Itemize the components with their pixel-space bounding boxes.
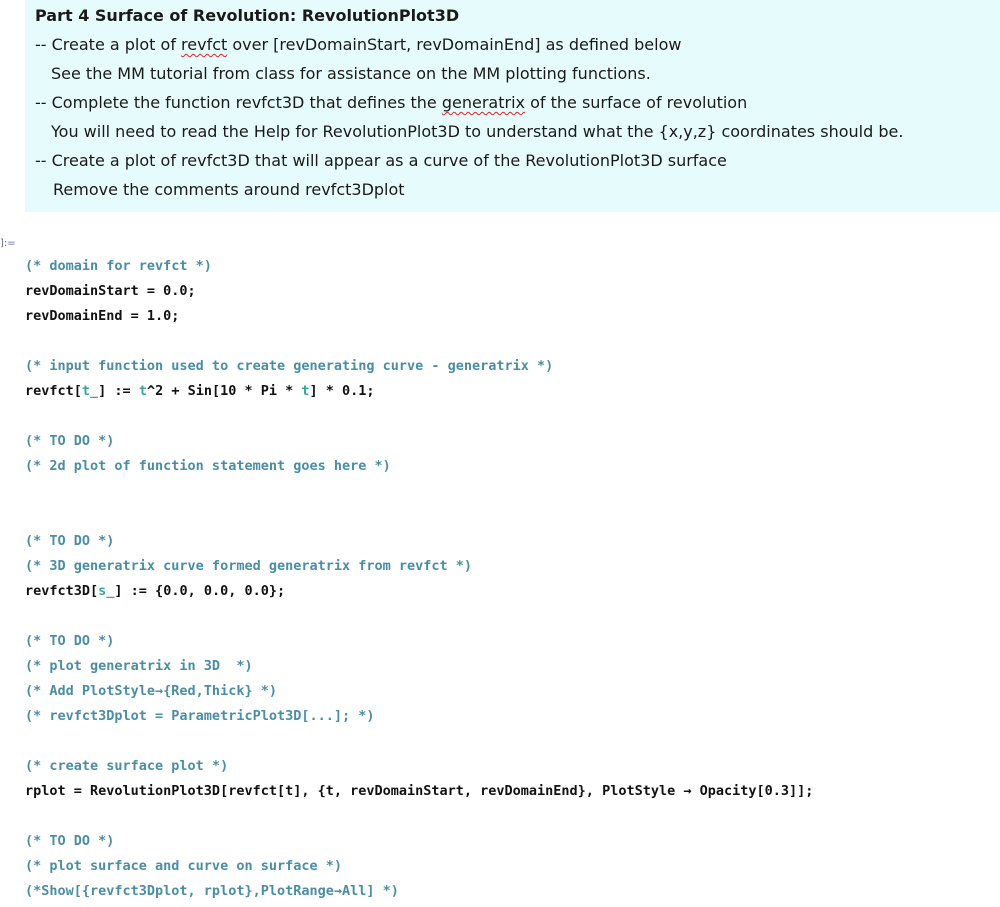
code-comment: (* plot surface and curve on surface *) — [25, 858, 342, 874]
instruction-line: See the MM tutorial from class for assistance on the MM plotting functions. — [51, 64, 651, 83]
instruction-line — [35, 88, 1000, 117]
code-comment: (* TO DO *) — [25, 833, 115, 849]
code-line: revDomainEnd = 1.0; — [25, 308, 180, 324]
code-token: ^2 + Sin[10 * Pi * — [146, 383, 302, 399]
pattern-token: t_ — [81, 383, 99, 399]
code-line — [25, 379, 1000, 404]
pattern-token: t — [138, 383, 147, 399]
code-comment: (* input function used to create generating curve - generatrix *) — [25, 358, 554, 374]
code-line — [25, 579, 1000, 604]
code-comment: (* TO DO *) — [25, 533, 115, 549]
code-token: ] * 0.1; — [309, 383, 375, 399]
code-comment: (* create surface plot *) — [25, 758, 229, 774]
spellcheck-word: generatrix — [441, 93, 525, 112]
instruction-text: -- Complete the function revfct3D that defines the — [35, 93, 442, 112]
code-comment: (* revfct3Dplot = ParametricPlot3D[...]; *) — [25, 708, 375, 724]
instruction-line: Remove the comments around revfct3Dplot — [53, 180, 405, 199]
pattern-token: s_ — [98, 583, 115, 599]
code-comment: (* TO DO *) — [25, 633, 115, 649]
spellcheck-word: revfct — [181, 35, 228, 54]
input-cell-label: ]:= — [0, 238, 16, 249]
instruction-line — [35, 30, 1000, 59]
pattern-token: t — [301, 383, 310, 399]
code-token: revfct[ — [25, 383, 82, 399]
instruction-text: over [revDomainStart, revDomainEnd] as defined below — [227, 35, 682, 54]
code-comment: (* 2d plot of function statement goes here *) — [25, 458, 391, 474]
code-token: ] := — [98, 383, 139, 399]
code-comment: (* Add PlotStyle→{Red,Thick} *) — [25, 683, 277, 699]
instruction-text: of the surface of revolution — [525, 93, 748, 112]
code-comment: (* plot generatrix in 3D *) — [25, 658, 253, 674]
instructions-text-cell[interactable] — [25, 0, 1000, 212]
instruction-line: You will need to read the Help for RevolutionPlot3D to understand what the {x,y,z} coordinates should be. — [51, 122, 904, 141]
code-line: rplot = RevolutionPlot3D[revfct[t], {t, revDomainStart, revDomainEnd}, PlotStyle → Opacity[0.3]]; — [25, 783, 814, 799]
instruction-line: -- Create a plot of revfct3D that will appear as a curve of the RevolutionPlot3D surface — [35, 151, 727, 170]
code-comment: (* TO DO *) — [25, 433, 115, 449]
code-token: revfct3D[ — [25, 583, 99, 599]
code-comment: (* domain for revfct *) — [25, 258, 212, 274]
instruction-text: -- Create a plot of — [35, 35, 182, 54]
code-comment: (*Show[{revfct3Dplot, rplot},PlotRange→All] *) — [25, 883, 399, 899]
code-input-cell[interactable] — [25, 254, 1000, 904]
code-token: ] := {0.0, 0.0, 0.0}; — [114, 583, 286, 599]
code-line: revDomainStart = 0.0; — [25, 283, 196, 299]
section-title: Part 4 Surface of Revolution: RevolutionPlot3D — [35, 6, 460, 25]
code-comment: (* 3D generatrix curve formed generatrix from revfct *) — [25, 558, 473, 574]
